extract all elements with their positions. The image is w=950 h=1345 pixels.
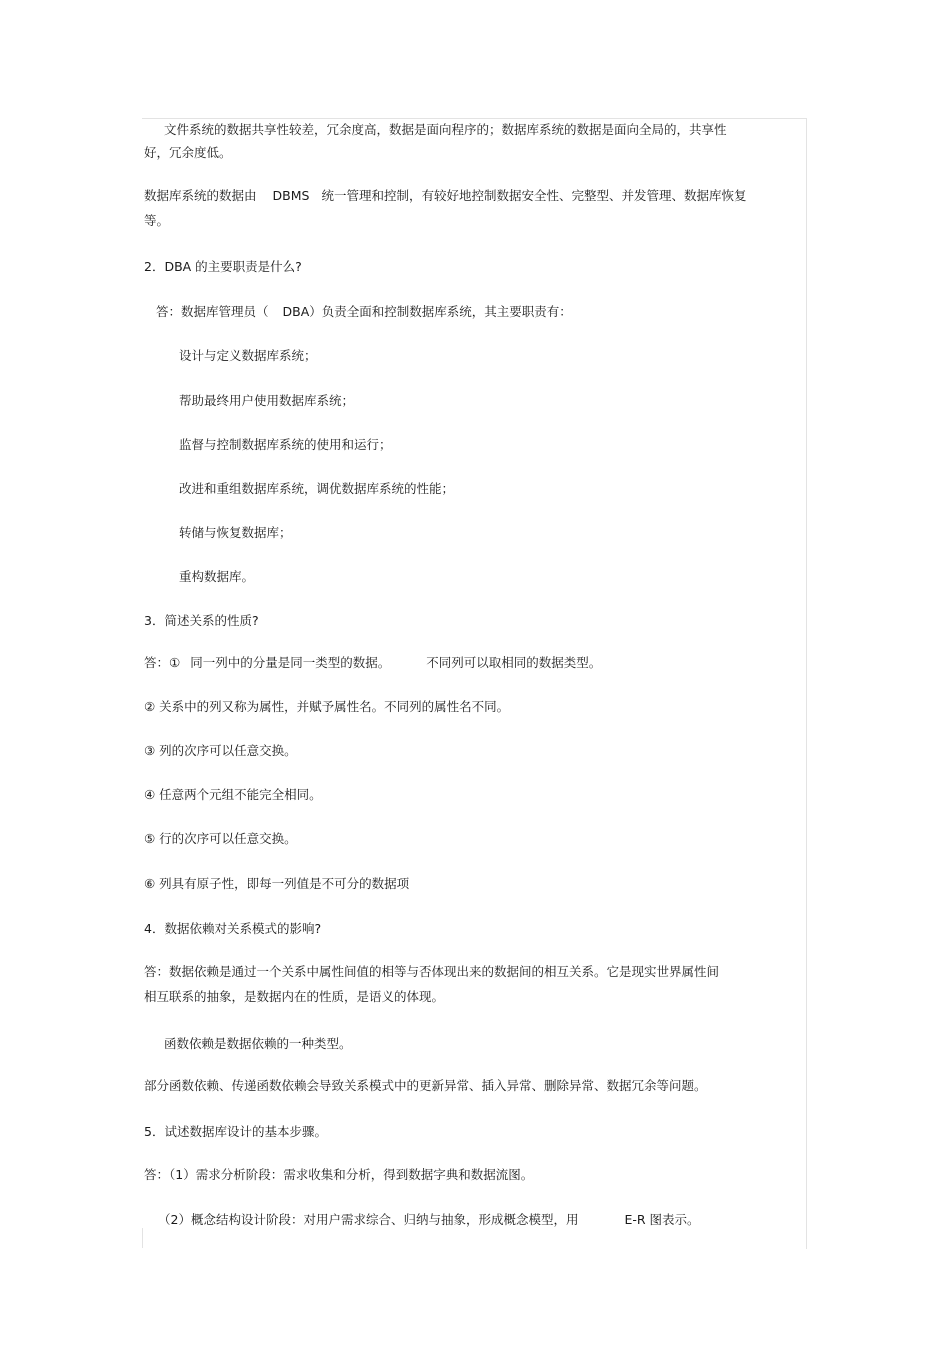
- property-item: ③ 列的次序可以任意交换。: [144, 743, 297, 758]
- dbms-term: DBMS: [272, 188, 310, 203]
- paragraph-2-line-1: [144, 188, 746, 204]
- duty-item: 监督与控制数据库系统的使用和运行；: [179, 437, 392, 452]
- answer-4-line-2: 相互联系的抽象，是数据内在的性质，是语义的体现。: [144, 989, 445, 1004]
- answer-4-line-3: 函数依赖是数据依赖的一种类型。: [164, 1036, 352, 1051]
- page-border-left: [142, 1228, 143, 1248]
- duty-item: 重构数据库。: [179, 569, 255, 584]
- duty-item: 转储与恢复数据库；: [179, 525, 292, 540]
- answer-4-line-1: 答：数据依赖是通过一个关系中属性间值的相等与否体现出来的数据间的相互关系。它是现实世界属性间: [144, 964, 720, 979]
- answer-5-step-2-text-a: （2）概念结构设计阶段：对用户需求综合、归纳与抽象，形成概念模型，用: [158, 1212, 579, 1227]
- property-item: ④ 任意两个元组不能完全相同。: [144, 787, 322, 802]
- answer-2-text-a: 答：数据库管理员（: [156, 304, 269, 319]
- answer-5-step-1: 答：（1）需求分析阶段：需求收集和分析，得到数据字典和数据流图。: [144, 1167, 534, 1182]
- answer-3-prefix: 答：①: [144, 655, 181, 670]
- question-5: 5．试述数据库设计的基本步骤。: [144, 1124, 327, 1139]
- duty-item: 改进和重组数据库系统，调优数据库系统的性能；: [179, 481, 455, 496]
- paragraph-2-text-b: 统一管理和控制，有较好地控制数据安全性、完整型、并发管理、数据库恢复: [321, 188, 747, 203]
- property-item: ⑥ 列具有原子性，即每一列值是不可分的数据项: [144, 876, 410, 891]
- question-2: 2．DBA 的主要职责是什么?: [144, 259, 302, 274]
- property-item: ② 关系中的列又称为属性，并赋予属性名。不同列的属性名不同。: [144, 699, 510, 714]
- answer-4-line-4: 部分函数依赖、传递函数依赖会导致关系模式中的更新异常、插入异常、删除异常、数据冗余等问题。: [144, 1078, 707, 1093]
- duty-item: 帮助最终用户使用数据库系统；: [179, 393, 355, 408]
- question-4: 4．数据依赖对关系模式的影响?: [144, 921, 322, 936]
- answer-5-step-2-text-b: E-R 图表示。: [624, 1212, 700, 1227]
- answer-2-text-b: DBA）负责全面和控制数据库系统，其主要职责有：: [282, 304, 572, 319]
- duty-item: 设计与定义数据库系统；: [179, 348, 317, 363]
- answer-3-line-1: [144, 655, 601, 671]
- paragraph-2-text-a: 数据库系统的数据由: [144, 188, 257, 203]
- paragraph-1-line-1: 文件系统的数据共享性较差，冗余度高，数据是面向程序的；数据库系统的数据是面向全局的，共享性: [164, 122, 727, 137]
- question-3: 3．简述关系的性质?: [144, 613, 259, 628]
- paragraph-1-line-2: 好，冗余度低。: [144, 145, 232, 160]
- answer-3-text-a: 同一列中的分量是同一类型的数据。: [190, 655, 391, 670]
- paragraph-2-line-2: 等。: [144, 213, 170, 228]
- answer-5-step-2: [158, 1212, 700, 1228]
- answer-2-intro: [156, 304, 572, 320]
- answer-3-text-b: 不同列可以取相同的数据类型。: [426, 655, 602, 670]
- property-item: ⑤ 行的次序可以任意交换。: [144, 831, 297, 846]
